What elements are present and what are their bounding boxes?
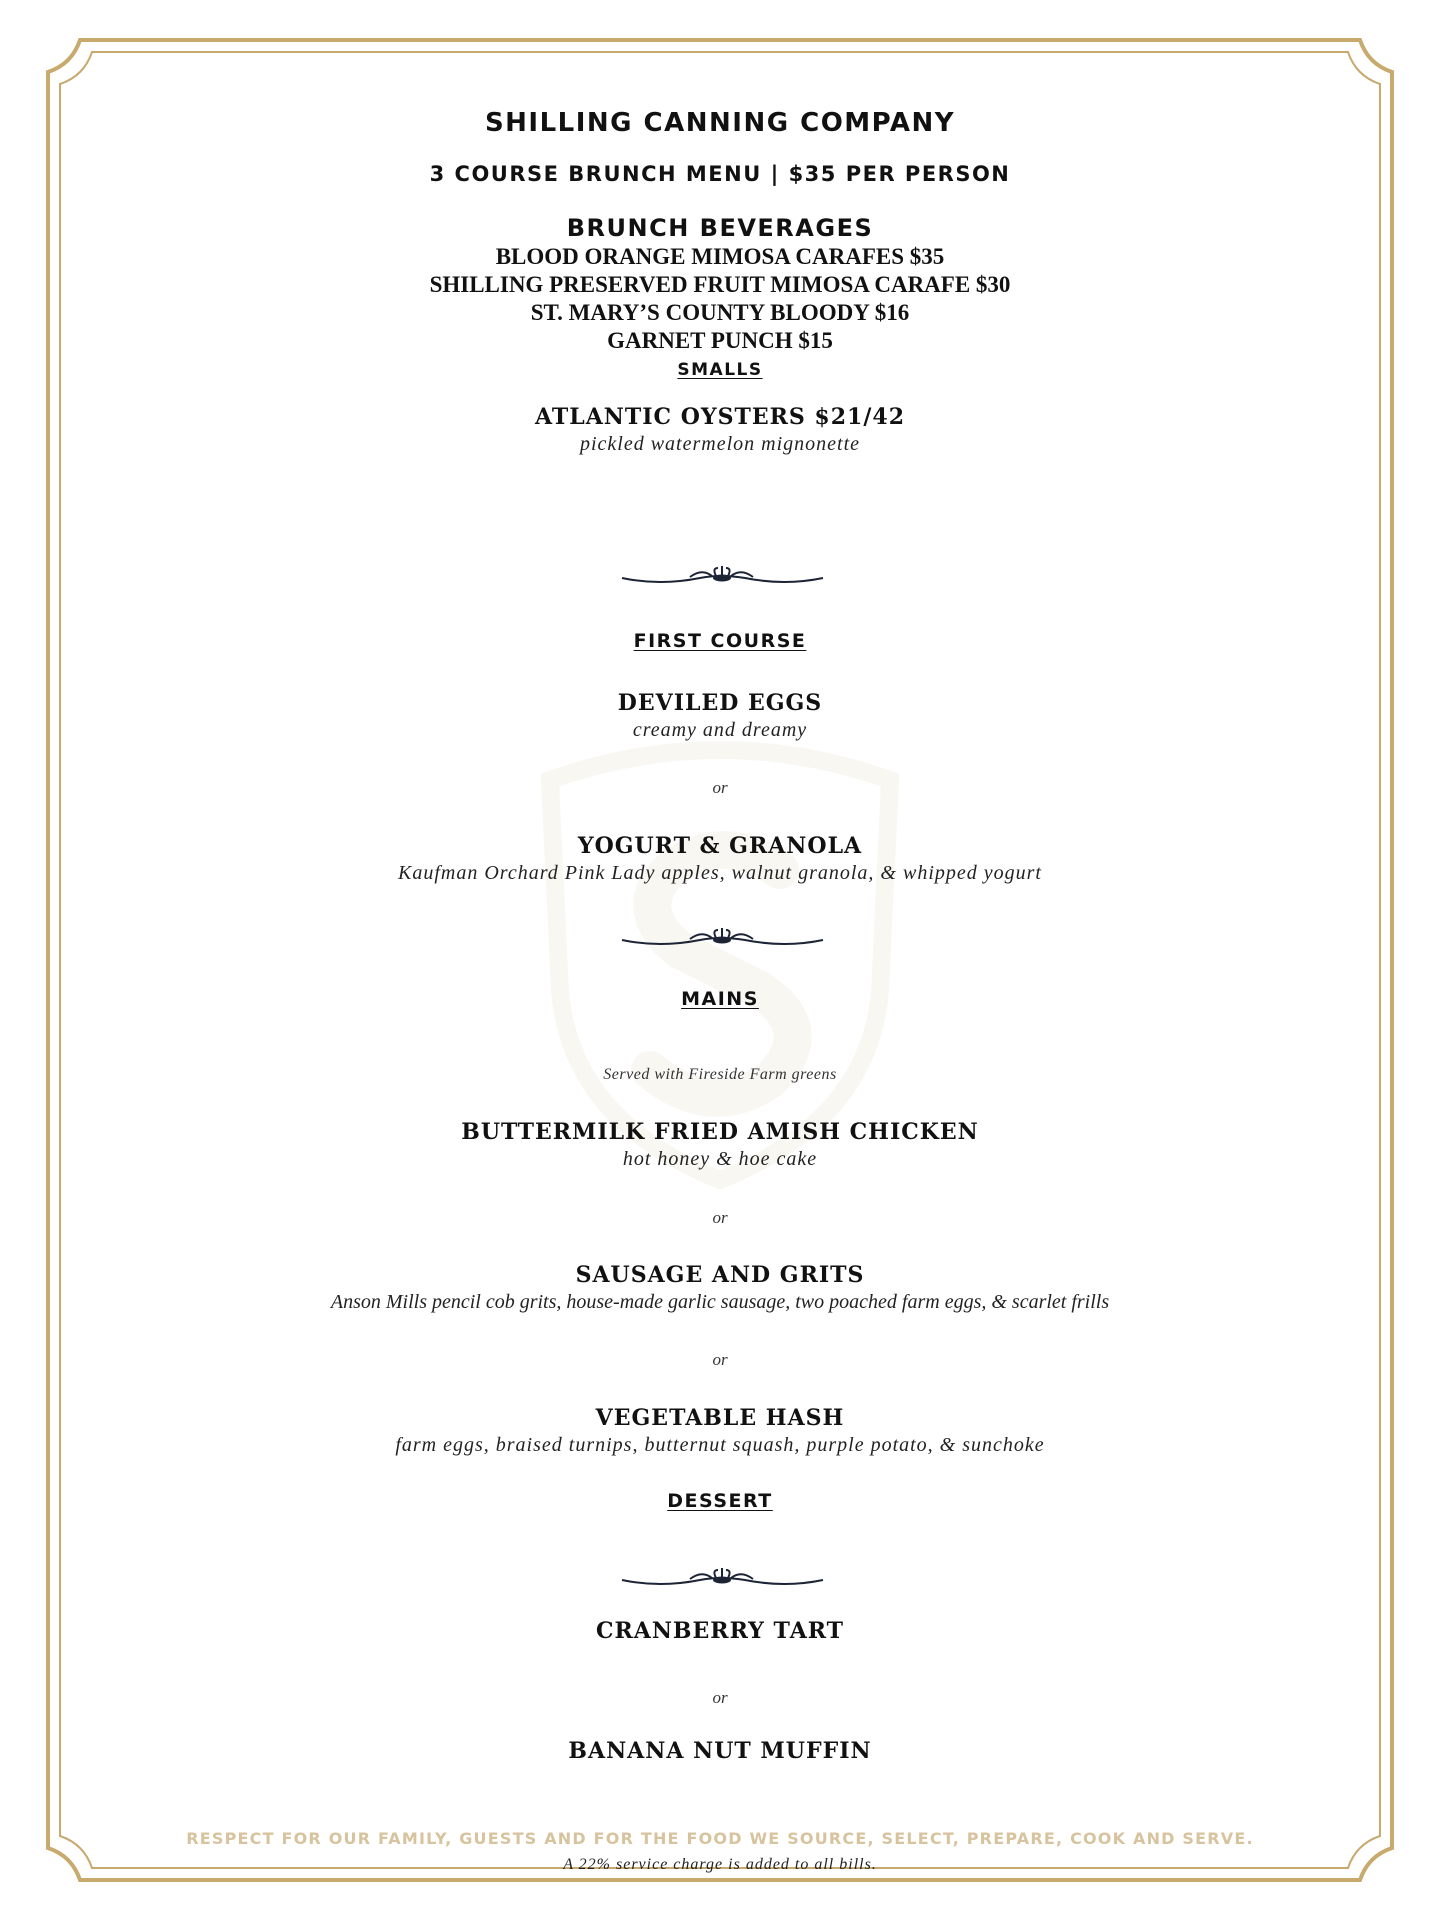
ornamental-divider: [620, 1566, 825, 1592]
mains-heading: MAINS: [681, 988, 759, 1010]
footer-motto: RESPECT FOR OUR FAMILY, GUESTS AND FOR THE FOOD WE SOURCE, SELECT, PREPARE, COOK AND SERVE.: [186, 1829, 1254, 1848]
menu-item-description: hot honey & hoe cake: [622, 1148, 818, 1170]
beverages-heading: BRUNCH BEVERAGES: [566, 214, 874, 242]
menu-item-name: ATLANTIC OYSTERS $21/42: [534, 404, 905, 430]
menu-item-name: DEVILED EGGS: [617, 690, 823, 716]
or-separator: or: [712, 1350, 728, 1369]
beverage-item: ST. MARY’S COUNTY BLOODY $16: [530, 300, 910, 325]
restaurant-name: SHILLING CANNING COMPANY: [484, 108, 956, 138]
menu-item-description: Anson Mills pencil cob grits, house-made garlic sausage, two poached farm eggs, & scarlet frills: [330, 1291, 1110, 1313]
smalls-heading: SMALLS: [677, 360, 763, 380]
menu-item-name: VEGETABLE HASH: [595, 1405, 845, 1431]
ornamental-divider: [620, 926, 825, 952]
first-course-heading: FIRST COURSE: [633, 630, 807, 652]
beverage-item: GARNET PUNCH $15: [607, 328, 833, 353]
menu-item-name: CRANBERRY TART: [595, 1618, 845, 1644]
beverage-item: SHILLING PRESERVED FRUIT MIMOSA CARAFE $30: [429, 272, 1011, 297]
or-separator: or: [712, 1688, 728, 1707]
or-separator: or: [712, 1208, 728, 1227]
dessert-heading: DESSERT: [667, 1490, 773, 1512]
ornamental-divider: [620, 564, 825, 590]
menu-item-name: BANANA NUT MUFFIN: [568, 1738, 872, 1764]
beverage-item: BLOOD ORANGE MIMOSA CARAFES $35: [495, 244, 945, 269]
menu-item-name: BUTTERMILK FRIED AMISH CHICKEN: [461, 1119, 979, 1145]
mains-note: Served with Fireside Farm greens: [603, 1066, 837, 1083]
menu-item-description: creamy and dreamy: [632, 719, 808, 741]
menu-item-description: Kaufman Orchard Pink Lady apples, walnut granola, & whipped yogurt: [398, 862, 1042, 884]
menu-item-description: farm eggs, braised turnips, butternut squash, purple potato, & sunchoke: [395, 1434, 1045, 1456]
service-charge-note: A 22% service charge is added to all bills.: [563, 1856, 877, 1873]
menu-subtitle: 3 COURSE BRUNCH MENU | $35 PER PERSON: [429, 162, 1011, 186]
menu-item-name: YOGURT & GRANOLA: [577, 833, 863, 859]
menu-item-name: SAUSAGE AND GRITS: [575, 1262, 865, 1288]
menu-item-description: pickled watermelon mignonette: [579, 433, 861, 455]
or-separator: or: [712, 778, 728, 797]
